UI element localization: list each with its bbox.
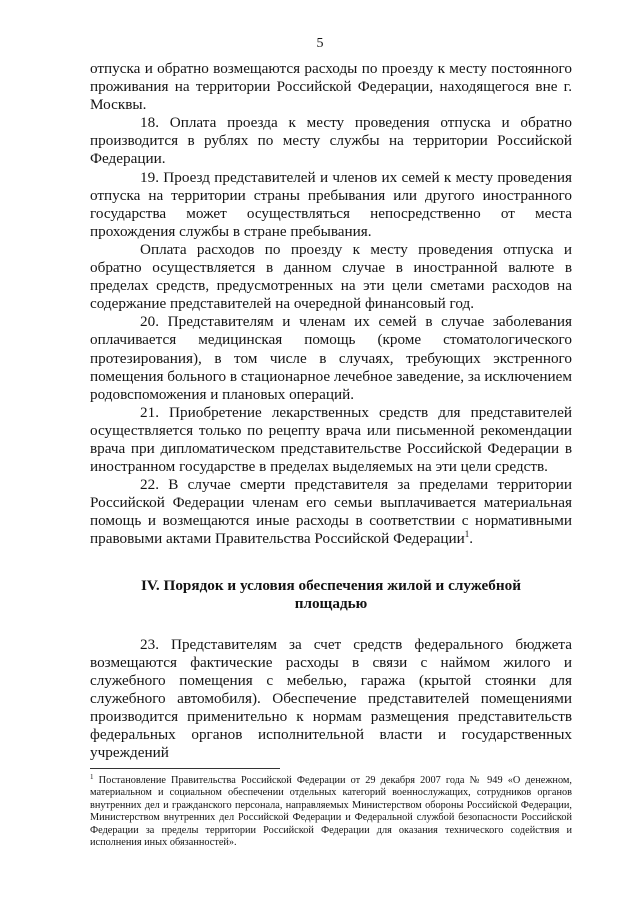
document-body <box>90 60 572 762</box>
footnote-divider <box>90 768 280 769</box>
paragraph-21: 21. Приобретение лекарственных средств для представителей осуществляется только по рецепту врача или письменной рекомендации врача при дипломатическом представительстве Российской Федерации в иностранном государстве в пределах выделяемых на эти цели средств. <box>90 403 572 476</box>
paragraph-continuation: отпуска и обратно возмещаются расходы по проезду к месту постоянного проживания на территории Российской Федерации, находящегося вне г. Москвы. <box>90 60 572 114</box>
paragraph-18: 18. Оплата проезда к месту проведения отпуска и обратно производится в рублях по месту службы на территории Российской Федерации. <box>90 114 572 168</box>
footnote-text: Постановление Правительства Российской Федерации от 29 декабря 2007 года № 949 «О денежном, материальном и социальном обеспечении отдельных категорий военнослужащих, сотрудников органов внутренних дел и гражданского персонала, направляемых Министерством обороны Российской Федерации, Министерством внутренних дел Российской Федерации и Федеральной службой безопасности Российской Федерации за пределы территории Российской Федерации для оказания технического содействия и исполнения иных обязанностей». <box>90 775 572 849</box>
footnote-reference: 1 <box>464 529 470 540</box>
paragraph-22 <box>90 476 572 548</box>
paragraph-20: 20. Представителям и членам их семей в случае заболевания оплачивается медицинская помощь (кроме стоматологического протезирования), в том числе в случаях, требующих экстренного помещения больного в стационарное лечебное заведение, за исключением родовспоможения и плановых операций. <box>90 313 572 403</box>
footnote-marker: 1 <box>90 773 94 781</box>
section-heading <box>90 577 572 614</box>
section-heading-line-1: IV. Порядок и условия обеспечения жилой и служебной <box>141 576 521 594</box>
paragraph-23: 23. Представителям за счет средств федерального бюджета возмещаются фактические расходы в связи с наймом жилого и служебного помещения с мебелью, гаража (крытой стоянки для служебного автомобиля). Обеспечение представителей помещениями производится применительно к нормам размещения представительств федеральных органов исполнительной власти и государственных учреждений <box>90 635 572 762</box>
footnote <box>90 775 572 849</box>
paragraph-22-end: . <box>469 530 474 548</box>
paragraph-22-text: 22. В случае смерти представителя за пределами территории Российской Федерации членам его семьи выплачивается материальная помощь и возмещаются иные расходы в соответствии с нормативными правовыми актами Правительства Российской Федерации <box>90 476 572 548</box>
section-heading-line-2: площадью <box>294 595 368 613</box>
paragraph-19: 19. Проезд представителей и членов их семей к месту проведения отпуска на территории страны пребывания или другого иностранного государства может осуществляться непосредственно от места прохождения службы в стране пребывания. <box>90 168 572 240</box>
paragraph-19-payment: Оплата расходов по проезду к месту проведения отпуска и обратно осуществляется в данном случае в иностранной валюте в пределах средств, предусмотренных на эти цели сметами расходов на содержание представителей на очередной финансовый год. <box>90 240 572 313</box>
page-number: 5 <box>316 36 324 51</box>
